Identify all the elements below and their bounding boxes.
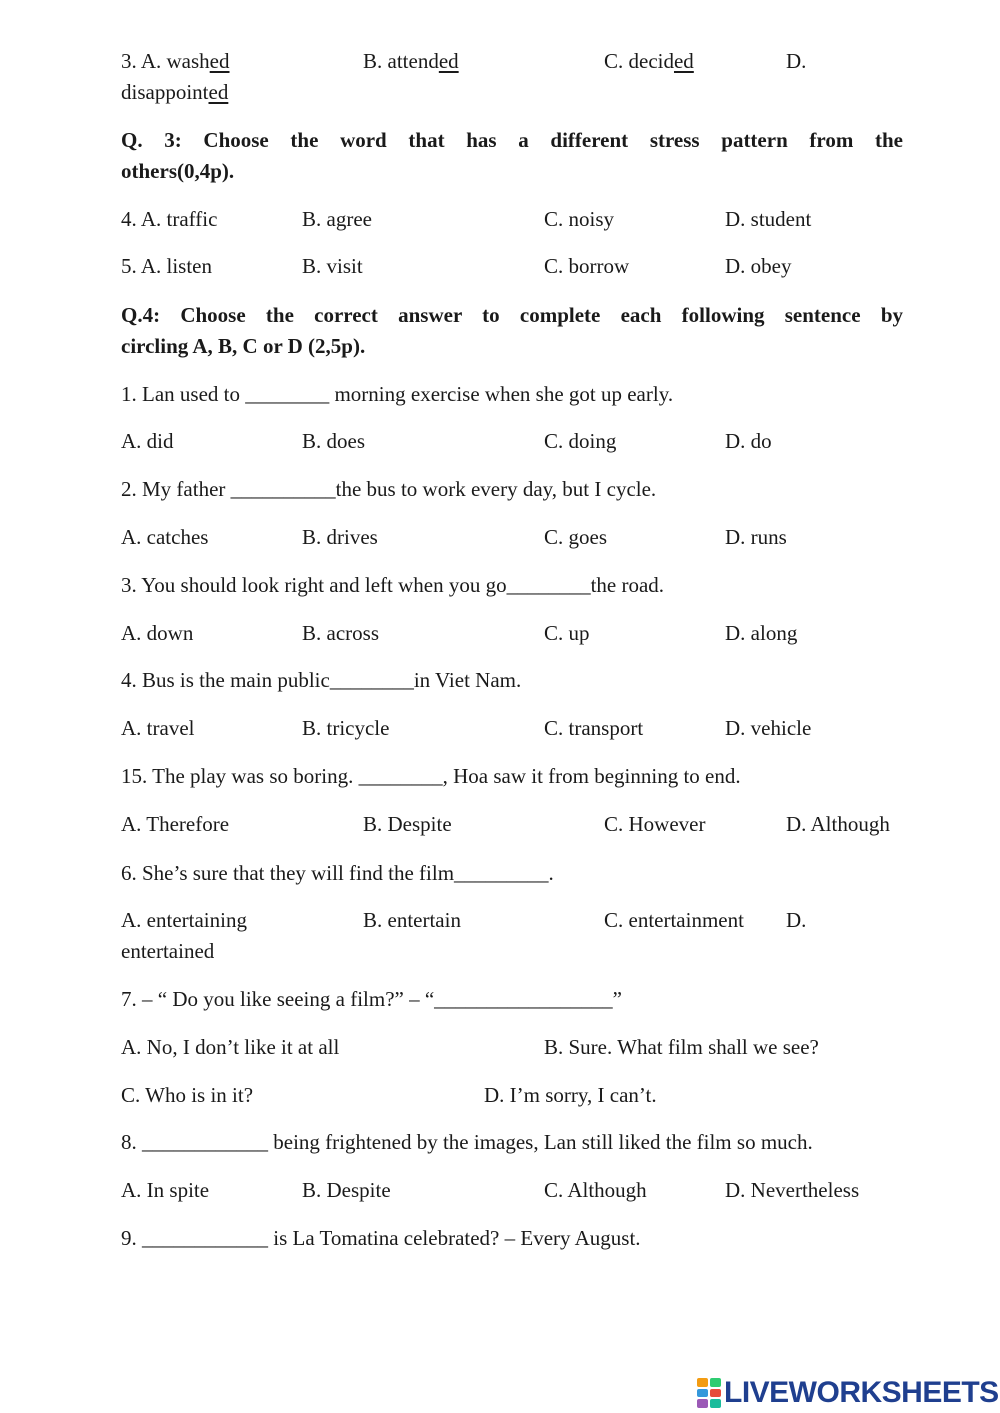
option-a[interactable]: A. entertaining [121, 908, 247, 932]
question-9: 9. ____________ is La Tomatina celebrated? – Every August. [121, 1226, 641, 1250]
option-d[interactable]: D. runs [725, 525, 787, 549]
option-a[interactable]: A. down [121, 621, 194, 645]
question-3: 3. You should look right and left when you go________the road. [121, 573, 665, 597]
option-b[interactable]: B. across [302, 621, 379, 645]
option-a[interactable]: A. catches [121, 525, 209, 549]
option-a[interactable]: A. No, I don’t like it at all [121, 1035, 340, 1059]
question-8: 8. ____________ being frightened by the images, Lan still liked the film so much. [121, 1130, 813, 1154]
option-c[interactable]: C. However [604, 812, 706, 836]
option-c: C. noisy [544, 207, 615, 231]
option-a: 5. A. listen [121, 254, 213, 278]
question-2: 2. My father __________the bus to work every day, but I cycle. [121, 477, 657, 501]
option-c[interactable]: C. doing [544, 429, 617, 453]
question-4: 4. Bus is the main public________in Viet Nam. [121, 668, 522, 692]
option-b: B. attended [363, 49, 459, 73]
logo-text: LIVEWORKSHEETS [724, 1376, 999, 1409]
option-c[interactable]: C. up [544, 621, 590, 645]
option-d: D. obey [725, 254, 792, 278]
option-a: 3. A. washed [121, 49, 230, 73]
q3-heading: Q. 3: Choose the word that has a different stress pattern from the others(0,4p). [121, 128, 903, 183]
option-a[interactable]: A. travel [121, 716, 195, 740]
option-b[interactable]: B. tricycle [302, 716, 390, 740]
option-c[interactable]: C. goes [544, 525, 607, 549]
question-6: 6. She’s sure that they will find the film_________. [121, 861, 554, 885]
option-d[interactable]: D. do [725, 429, 772, 453]
option-d-word[interactable]: entertained [121, 939, 215, 963]
question-7: 7. – “ Do you like seeing a film?” – “_________________” [121, 987, 622, 1011]
option-c[interactable]: C. entertainment [604, 908, 744, 932]
option-b: B. visit [302, 254, 363, 278]
option-c[interactable]: C. transport [544, 716, 644, 740]
option-d[interactable]: D. I’m sorry, I can’t. [484, 1083, 657, 1107]
option-d[interactable]: D. Nevertheless [725, 1178, 860, 1202]
option-b[interactable]: B. Despite [302, 1178, 391, 1202]
option-b[interactable]: B. entertain [363, 908, 461, 932]
option-d-label[interactable]: D. [786, 908, 807, 932]
option-d: D. student [725, 207, 812, 231]
option-d[interactable]: D. along [725, 621, 798, 645]
liveworksheets-logo-icon [697, 1378, 721, 1408]
option-c[interactable]: C. Although [544, 1178, 647, 1202]
option-c: C. borrow [544, 254, 630, 278]
question-5: 15. The play was so boring. ________, Hoa saw it from beginning to end. [121, 764, 741, 788]
option-b[interactable]: B. drives [302, 525, 378, 549]
option-b[interactable]: B. Despite [363, 812, 452, 836]
option-b[interactable]: B. Sure. What film shall we see? [544, 1035, 819, 1059]
option-d[interactable]: D. vehicle [725, 716, 812, 740]
option-d[interactable]: D. Although [786, 812, 890, 836]
option-a[interactable]: A. Therefore [121, 812, 230, 836]
liveworksheets-logo [697, 1376, 999, 1410]
option-d-word: disappointed [121, 80, 229, 104]
option-a[interactable]: A. In spite [121, 1178, 210, 1202]
option-a: 4. A. traffic [121, 207, 218, 231]
option-b[interactable]: B. does [302, 429, 365, 453]
option-c: C. decided [604, 49, 694, 73]
option-b: B. agree [302, 207, 372, 231]
option-d-label: D. [786, 49, 807, 73]
question-1: 1. Lan used to ________ morning exercise when she got up early. [121, 382, 674, 406]
option-c[interactable]: C. Who is in it? [121, 1083, 254, 1107]
q4-heading: Q.4: Choose the correct answer to complete each following sentence by circling A, B, C or D (2,5p). [121, 303, 903, 358]
option-a[interactable]: A. did [121, 429, 174, 453]
